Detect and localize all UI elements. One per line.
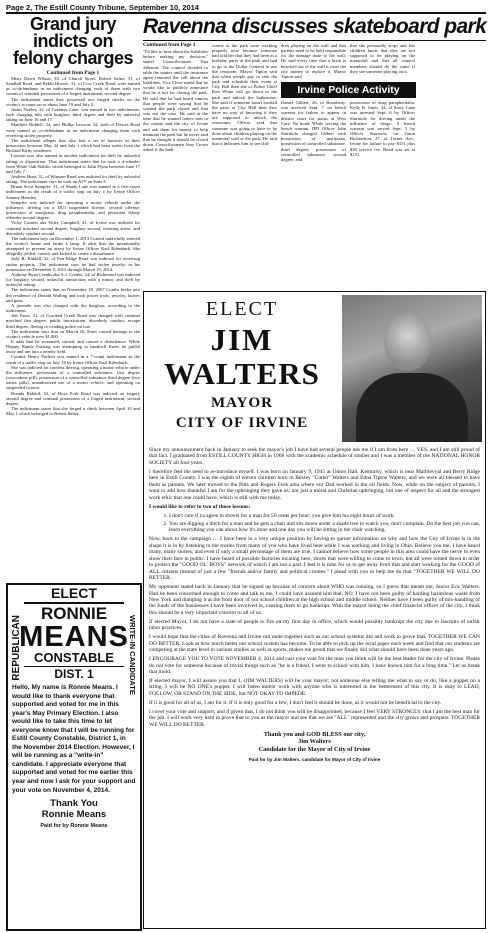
article-paragraph: Jeff Estes, 31, of Crooked Creek Road was charged with criminal mischief first degree, public intoxication, disorderly conduct, escape third degree, fleeing or evading police on foot. <box>6 313 140 329</box>
article-paragraph: The indictment says on December 1, 2013 Cornett unlawfully entered the victim's home and broke a lamp. It adds that she intentionally attempted to prevent an arrest by Irvine Officer Karl Rifenburk. She allegedly yelled, cursed, and kicked to create a disturbance. <box>6 235 140 257</box>
skatepark-columns <box>143 43 486 162</box>
means-last-name: MEANS <box>19 620 129 653</box>
walters-elect: ELECT <box>205 298 279 320</box>
skatepark-col-3: dren playing on the wall and that parents need to be held responsible for the damage done to the wall. He said every time that a brick is knocked out of the wall it costs the city money to replace it. Mayor Tipton said <box>281 43 346 79</box>
article-paragraph: The indictment states that on November 18, 2007 Combs broke into the residence of Donald Walling and took power tools, jewelry, knives and guns. <box>6 287 140 303</box>
article-paragraph: Matthew Riddell, 34, and Phillip Lawson, 32, both of Dawes Road were named as co-defendants in an indictment charging them with receiving stolen property. <box>6 122 140 138</box>
skatepark-col-4: that she personally stops and lets children know that they are not supposed to be playing on the memorial and that all council members should do the same if they see someone playing on it. <box>350 43 415 74</box>
means-campaign-ad <box>6 583 142 931</box>
article-paragraph: Vicky Cornett aka Vicky Campbell, 41, of Irvine was indicted for criminal mischief second degree, burglary second, resisting arrest, and disorderly conduct second. <box>6 220 140 236</box>
skatepark-col-1 <box>143 43 208 162</box>
means-district: DIST. 1 <box>54 667 94 681</box>
article-paragraph: The indictment alleges that also had a set of harrows in their possession between May 24 and July 1 which had been stolen from the Richard Kirby residence. <box>6 137 140 154</box>
means-thanks-block <box>8 798 140 820</box>
means-first-name: RONNIE <box>40 603 108 623</box>
skatepark-continued: Continued from Page 1 <box>143 42 196 48</box>
article-paragraph: It adds that he screamed, cursed, and caused a disturbance. While Deputy Randy Furlong was attempting to handcuff Estes, he pulled away and ran into a nearby field. <box>6 338 140 355</box>
ad-paragraph: If elected Mayor, I do not have a slate of people to fire on my first day in office, which would possibly bankrupt the city due to lawsuits of unfair labor practices. <box>149 618 480 632</box>
walters-ad-header <box>144 292 485 447</box>
skatepark-right-block <box>281 43 416 162</box>
walters-candidate-line: Candidate for the Mayor of City of Irvine <box>258 745 371 753</box>
skatepark-col-2: rooms at the park were working properly now because someone had told her that they had been at a birthday party at the park and had to go to the Dollar General to use the restroom. Mayor Tipton said that when people pay to rent the park and schedule their event at City Hall then she or Police Chief Ken White will go down to the park and unlock the bathrooms. She said if someone hasn't booked the party at City Hall then they have no way of knowing if they are supposed to unlock the restrooms. Officer said that someone was going to have to be done about children playing on the memorial wall at the park. He said that it indicates him to see chil- <box>212 43 277 146</box>
article-paragraph: The indictment says that on March 16, Estes caused damage to the victim's vehicle over $1,000. <box>6 328 140 339</box>
article-paragraph: Anthony Ryan Combs aka A.J. Combs, 24, of Richmond was indicted for burglary second, unlawful transaction with a minor, and theft by unlawful taking. <box>6 271 140 288</box>
walters-signature-block <box>149 731 480 753</box>
article-paragraph: Justin Noeley, 22, of Crabtree Lane, was named in two indictments, each charging him with burglary, third degree and theft by unlawful taking on June 16 and 17. <box>6 106 140 123</box>
article-paragraph: The indictment states they possessed two forged checks on the victim's account on or about June 19 and July 2. <box>6 96 140 107</box>
skatepark-article <box>143 16 486 162</box>
article-paragraph: A juvenile was also charged with the burglary, according to the indictment. <box>6 302 140 314</box>
walters-campaign-ad <box>143 291 486 929</box>
skatepark-headline: Ravenna discusses skateboard park <box>143 15 487 38</box>
grand-jury-article <box>6 16 140 416</box>
means-paid-for: Paid for by Ronnie Means <box>40 823 108 830</box>
means-signature: Ronnie Means <box>41 809 107 821</box>
means-write-in-label: WRITE-IN CANDIDATE <box>128 615 137 695</box>
article-paragraph: Andrew Hunt, 31, of Winston Road was indicted for theft by unlawful taking. The indictment says he took an ATV on June 3. <box>6 173 140 185</box>
grand-jury-continued: Continued from Page 1 <box>46 70 100 76</box>
article-paragraph: Samples was indicted for operating a motor vehicle under the influence, driving on a DUI suspended license, second offense; possession of marijuana, drug paraphernalia, and persistent felony offender second degree. <box>6 199 140 221</box>
ad-paragraph: If elected mayor, I will assure you that I, (JIM WALTERS) will be your mayor; not someone else telling me what to say or do, like a puppet on a string. I will be NO ONE's puppet. I will listen and/or work with anyone who is interested in the betterment of this city. It is okay to LEAD, FOLLOW, OR STAND ON THE SIDE, but NOT OKAY TO IMPEDE. <box>149 678 480 697</box>
police-col-1: Daniel Gilbert, 26, of Broadway, was arrested Sept. 7 on bench warrant for failure to appear in district court for status at West Care. No bond. While serving the bench warrant, IPD Officer John Sturniolo charged Gilbert with possession of marijuana, possession of controlled substance, third degree, possession of controlled substance, second degree, and <box>281 100 346 162</box>
grand-jury-body <box>6 76 140 416</box>
ad-paragraph: I covet your vote and support, and if given that, I do not think you will be disappointed, because I feel VERY STRONGLY, that I am the best man for the job. I will work very hard to prove that to you as the mayor and see that we are "ALL" represented and the city grows and prospers. TOGETHER WE WILL DO BETTER. <box>149 708 480 728</box>
police-activity-heading: Irvine Police Activity <box>281 82 416 98</box>
walters-name-first: JIM <box>210 322 274 357</box>
walters-ad-body <box>144 447 485 764</box>
photo-figure-face <box>384 313 432 371</box>
ad-lessons-intro: I would like to refer to two of those lessons: <box>149 503 251 510</box>
grand-jury-headline: Grand jury indicts on felony charges <box>12 14 134 68</box>
ad-paragraph: If it is good for all of us, I am for it. If it is only good for a few, I don't feel it should be done, as it would not be beneficial to the city. <box>149 699 442 706</box>
ad-paragraph: My opponent stated back in January that he signed up because of concern about WHO was running, so I guess that meant me, Junior Eric Walters. Had he been concerned enough to come and talk to me, I could have assured him that, NO, I have not been guilty of harding hazardous waste from New York and dumping it at the front door of our school children at the high school and middle school. Neither have I been guilty of mis-handling of the funds of the businesses I have been involved in, causing them to go bankrupt. With the mayor being the chief financial officer of the city, I think this should be a very important concern to all of us. <box>149 584 480 616</box>
article-paragraph: Bruan Scott Samples, 31, of Shady Lane was named in a five-count indictment as the result of a traffic stop on July 1 by Irvine Officer Sammy Hensley. <box>6 184 140 200</box>
ad-paragraph: I would hope that the cities of Ravenna and Irvine can unite together such as our school systems did and work to prove that, TOGETHER WE CAN DO BETTER. Look at how much better our school system has become. To be able to pick up the local paper each week and find that our students are competing at the state level in various studies as well as sports, makes me proud that we finally did what should have been done years ago. <box>149 634 480 654</box>
skatepark-text-1: "I'd like to hear about the liabilities before making my decision," stated Councilwoman Tina Johnson. The council decided to table the matter until the insurance agent returned the call about the liabilities. Vice Cleve stated that he would like to publicly announce that he is not for closing the park. He said that he had heard rumors that people were saying that he wanted the park closed and that was not the case. He said at the time that he wanted letters sent to the county and the city of Irvine and ask them for money to help maintain the park but he never said that he thought it should be closed down. Councilwomen Amy Crowe asked if the bath- <box>143 49 208 153</box>
means-message: Hello, My name is Ronnie Means. I would like to thank everyone that supported and voted for me in this year's May Primary Election. I also would like to take this time to let everyone know that I will be running for Estill County Constable, District 1, in the November 2014 Election. However, I will be running as a "write-in" candidate. I appreciate everyone that supported and voted for me earlier this year and now I ask for your support and your vote on November 4, 2014. <box>12 684 136 794</box>
article-paragraph: Brenda Riddell, 52, of Hoys Fork Road was indicted on forgery second degree and criminal possession of a forged instrument, second degree. <box>6 390 140 406</box>
photo-figure-body <box>356 373 468 442</box>
walters-thanks: Thank you and GOD BLESS our city, <box>263 731 366 739</box>
headline-rule <box>143 40 486 41</box>
walters-name-last: WALTERS <box>164 356 320 391</box>
walters-title-mayor: MAYOR <box>211 395 273 411</box>
ad-lesson-item: 2. You are digging a ditch for a man and he gets a chair and sits down under a shade tree to watch you, don't complain. Do the best job you can, learn everything you can about how it's done and one day you will be sitting in the chair watching. <box>169 521 480 534</box>
article-paragraph: She was indicted for careless driving, operating a motor vehicle under the influence, possession of a controlled substance, first degree (oxycodone pill), possession of a controlled substance third degree (two xanax pills), unauthorized use of a motor vehicle, and operating on suspended license. <box>6 364 140 391</box>
ad-paragraph: I therefore feel the need to re-introduce myself. I was born on January 9, 1945 at Union Hall, Kentucky, which is near Marblevyal and Berry Ridge here in Estill County. I was the eighth of eleven children born to Bexley "Cutter" Walters and Edna Tipton Walters, and we were all blessed to have them as parents. We later moved to the Pitts and Rogers Fork area where our Dad worked in the oil fields. Now, while on the subject of parents, I want to add how thankful I am for the upbringing they gave us; not just a moral and Christian upbringing, but one of respect for all and the strongest work ethic that one could have, which is still with me today. <box>149 468 480 501</box>
candidate-photo <box>342 295 482 442</box>
article-paragraph: Misty Dawn Wilson, 33, of Church Street, Robert Salter, 51, of Sandhill Road, and Bekki Hoover, 31, of Cow Creek Road, were named as co-defendants in an indictment charging each of them with two counts of criminal possession of a forged instrument, second degree. <box>6 76 140 97</box>
walters-paid-for: Paid for by Jim Walters, candidate for Mayor of City of Irvine <box>248 757 381 763</box>
ad-lesson-item: 1. I don't care if ya agree to shovel for a man for 50 cents per hour; you give him his eight hours of work. <box>169 513 480 519</box>
ad-paragraph: Since my announcement back in January to seek the mayor's job I have had several people ask me if I am from here … YES, and I am still proud of that fact. I graduated from ESTILL COUNTY HIGH in 1968 with the academic schedule of studies and I was a member of the NATIONAL HONOR SOCIETY all four years. <box>149 447 480 466</box>
article-paragraph: Jody R. Riddell, 22, of Fen Ridge Road was indicted for receiving stolen property. The indictment says he had stolen jewelry in his possession on December 5, 2013 through March 19, 2014. <box>6 256 140 272</box>
ad-lessons-list <box>149 513 480 534</box>
page-header: Page 2, The Estill County Tribune, September 10, 2014 <box>6 3 199 12</box>
walters-signed: Jim Walters <box>298 738 331 746</box>
police-col-2: possession of drug paraphernalia. Kelly R. Jones, 44, of Stacy Lane was arrested Sept. 6 by Officer Sturniolo for driving under the influence of drugs. A bench warrant was served Sept. 5 by Officer Sturniolo on Jason Richardson, 27, of Turner Ave., Irvine for failure to pay $151 plus $30 service fee. Bond was set at $151. <box>350 100 415 157</box>
means-elect: ELECT <box>51 585 97 601</box>
means-constable: CONSTABLE <box>34 649 114 665</box>
walters-title-city: CITY OF IRVINE <box>175 415 309 431</box>
means-thank-you: Thank You <box>50 798 98 810</box>
ad-paragraph: I ENCOURAGE YOU TO VOTE NOVEMBER 4, 2014 and cast your vote for the man you think will be the best leader for the city of Irvine. Please do not vote for someone because of trivial things such as "he is a friend, I went to school with him, I have known him for a long time." Let us break that mold. <box>149 656 480 676</box>
means-ad-header <box>8 586 140 681</box>
article-paragraph: Lawson was also named in another indictment for theft by unlawful taking or disposition. That indictment states that he took a 4-wheeler from White Oak Stables which belonged to John Flynn between June 17 and July 7. <box>6 153 140 174</box>
means-republican-label: REPUBLICAN <box>11 615 22 681</box>
article-paragraph: Cynthia Henry Puckett was named in a 7-count indictment as the result of a traffic stop on July 18 by Irvine Officer Karl Rifenburk. <box>6 354 140 365</box>
article-paragraph: The indictment states that she forged a check between April 10 and May 1 which belonged to Robert Salter. <box>6 406 140 417</box>
ad-paragraph: Now, back to the campaign … I have been in a very unique position by having to garner information on why and how the City of Irvine is in the shape it is in by listening to the stories from many of you who have lived here while I was working and living in Ohio. Believe you me, I have heard many, many stories, and even if only a small percentage of them are true, I cannot believe how some people in this area could have the nerve to even show their face in public. I have heard of possible factories locating here, stores that were willing to come to town, but all were turned down in order to protect the "GOOD OL' BOYS" network of which I am not a part. I feel it is time for us to get away from that and start working for the GOOD of ALL citizens instead of just a few "friends and/or family and political cronies." I plead with you to help me do that "TOGETHER WE WILL DO BETTER. <box>149 536 480 582</box>
